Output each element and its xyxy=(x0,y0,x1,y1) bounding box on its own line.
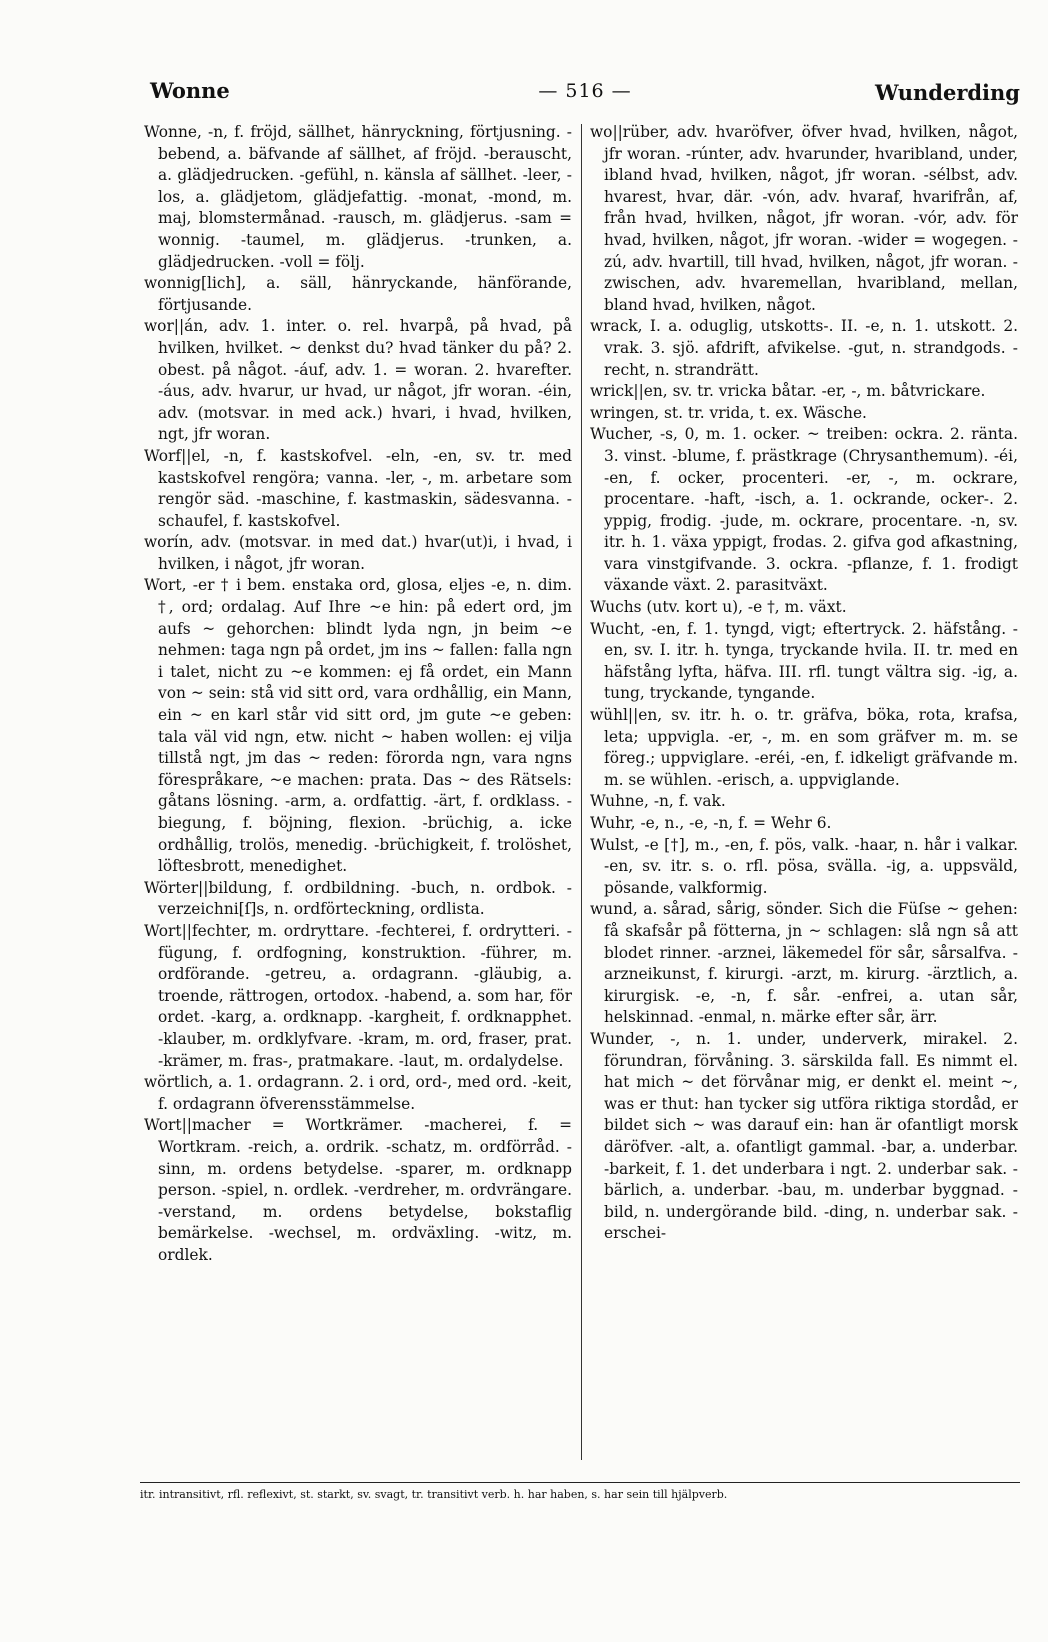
footnote-rule xyxy=(140,1482,1020,1483)
column-divider xyxy=(581,124,582,1460)
dictionary-entry: wühl||en, sv. itr. h. o. tr. gräfva, böka, rota, krafsa, leta; uppvigla. -er, -, m. en som gräfver m. m. se föreg.; uppviglare. -eréi, -en, f. idkeligt gräfvande m. m. se wühlen. -erisch, a. uppviglande. xyxy=(590,706,1018,789)
dictionary-entry: Wunder, -, n. 1. under, underverk, mirakel. 2. förundran, förvåning. 3. särskilda fall. Es nimmt el. hat mich ~ det förvånar mig, er denkt el. meint ~, was er thut: han tycker sig utföra riktiga stordåd, er bildet sich ~ was darauf ein: han är ofantligt morsk däröfver. -alt, a. ofantligt gammal. -bar, a. underbar. -barkeit, f. 1. det underbara i ngt. 2. underbar sak. -bärlich, a. underbar. -bau, m. underbar byggnad. -bild, n. undergörande bild. -ding, n. underbar sak. -erschei- xyxy=(590,1029,1018,1243)
dictionary-entry: wo||rüber, adv. hvaröfver, öfver hvad, hvilken, något, jfr woran. -rúnter, adv. hvarunder, hvaribland, under, ibland hvad, hvilken, något, jfr woran. -sélbst, adv. hvarest, hvar, där. -vón, adv. hvaraf, hvarifrån, af, från hvad, hvilken, något, jfr woran. -vór, adv. för hvad, hvilken, något, jfr woran. -wider = wogegen. -zú, adv. hvartill, till hvad, hvilken, något, jfr woran. -zwischen, adv. hvaremellan, hvaribland, mellan, bland hvad, hvilken, något. xyxy=(590,123,1018,314)
dictionary-entry: wringen, st. tr. vrida, t. ex. Wäsche. xyxy=(590,403,867,422)
header-left-guideword: Wonne xyxy=(150,78,230,103)
dictionary-entry: wrack, I. a. oduglig, utskotts-. II. -e, n. 1. utskott. 2. vrak. 3. sjö. afdrift, afvikelse. -gut, n. strandgods. -recht, n. strandrätt. xyxy=(590,317,1018,379)
dictionary-entry: wrick||en, sv. tr. vricka båtar. -er, -, m. båtvrickare. xyxy=(590,382,986,401)
dictionary-entry: Wonne, -n, f. fröjd, sällhet, hänryckning, förtjusning. -bebend, a. bäfvande af sällhet, af fröjd. -berauscht, a. glädjedrucken. -gefühl, n. känsla af sällhet. -leer, -los, a. glädjetom, glädjefattig. -monat, -mond, m. maj, blomstermånad. -rausch, m. glädjerus. -sam = wonnig. -taumel, m. glädjerus. -trunken, a. glädjedrucken. -voll = följ. xyxy=(144,123,572,271)
dictionary-entry: Wort||fechter, m. ordryttare. -fechterei, f. ordrytteri. -fügung, f. ordfogning, konstruktion. -führer, m. ordförande. -getreu, a. ordagrann. -gläubig, a. troende, rättrogen, ortodox. -habend, a. som har, för ordet. -karg, a. ordknapp. -kargheit, f. ordknapphet. -klauber, m. ordklyfvare. -kram, m. ord, fraser, prat. -krämer, m. fras-, pratmakare. -laut, m. ordalydelse. xyxy=(144,921,572,1070)
dictionary-entry: Wucht, -en, f. 1. tyngd, vigt; eftertryck. 2. häfstång. -en, sv. I. itr. h. tynga, tryckande hvila. II. tr. med en häfstång lyfta, häfva. III. rfl. tungt vältra sig. -ig, a. tung, tryckande, tyngande. xyxy=(590,619,1018,703)
page-number: — 516 — xyxy=(538,80,632,102)
dictionary-entry: wörtlich, a. 1. ordagrann. 2. i ord, ord-, med ord. -keit, f. ordagrann öfverensstämmelse. xyxy=(144,1073,572,1113)
dictionary-entry: Wort||macher = Wortkrämer. -macherei, f. = Wortkram. -reich, a. ordrik. -schatz, m. ordförråd. -sinn, m. ordens betydelse. -sparer, m. ordknapp person. -spiel, n. ordlek. -verdreher, m. ordvrängare. -verstand, m. ordens betydelse, bokstaflig bemärkelse. -wechsel, m. ordväxling. -witz, m. ordlek. xyxy=(144,1116,572,1264)
dictionary-entry: Wucher, -s, 0, m. 1. ocker. ~ treiben: ockra. 2. ränta. 3. vinst. -blume, f. prästkrage (Chrysanthemum). -éi, -en, f. ocker, procenteri. -er, -, m. ockrare, procentare. -haft, -isch, a. 1. ockrande, ocker-. 2. yppig, frodig. -jude, m. ockrare, procentare. -n, sv. itr. h. 1. växa yppigt, frodas. 2. gifva god afkastning, vara vinstgifvande. 3. ockra. -pflanze, f. 1. frodigt växande växt. 2. parasitväxt. xyxy=(590,425,1018,595)
dictionary-entry: wund, a. sårad, sårig, sönder. Sich die Füſse ~ gehen: få skafsår på fötterna, jn ~ schlagen: slå ngn så att blodet rinner. -arznei, läkemedel för sår, sårsalfva. -arzneikunst, f. kirurgi. -arzt, m. kirurg. -ärztlich, a. kirurgisk. -e, -n, f. sår. -enfrei, a. utan sår, helskinnad. -enmal, n. märke efter sår, ärr. xyxy=(590,900,1018,1027)
page-header xyxy=(150,78,1020,106)
abbreviation-footnote: itr. intransitivt, rfl. reflexivt, st. starkt, sv. svagt, tr. transitivt verb. h. har haben, s. har sein till hjälpverb. xyxy=(140,1488,728,1501)
dictionary-columns xyxy=(144,122,1020,1472)
dictionary-entry: worín, adv. (motsvar. in med dat.) hvar(ut)i, i hvad, i hvilken, i något, jfr woran. xyxy=(144,533,572,573)
dictionary-entry: Worf||el, -n, f. kastskofvel. -eln, -en, sv. tr. med kastskofvel rengöra; vanna. -ler, -, m. arbetare som rengör säd. -maschine, f. kastmaskin, sädesvanna. -schaufel, f. kastskofvel. xyxy=(144,446,572,530)
right-column xyxy=(590,122,1018,1462)
left-column xyxy=(144,122,572,1462)
dictionary-entry: Wuhne, -n, f. vak. xyxy=(590,792,726,811)
dictionary-entry: Wuchs (utv. kort u), -e †, m. växt. xyxy=(590,598,847,617)
dictionary-entry: wonnig[lich], a. säll, hänryckande, hänförande, förtjusande. xyxy=(144,274,572,314)
dictionary-entry: wor||án, adv. 1. inter. o. rel. hvarpå, på hvad, på hvilken, hvilket. ~ denkst du? hvad tänker du på? 2. obest. på något. -áuf, adv. 1. = woran. 2. hvarefter. -áus, adv. hvarur, ur hvad, ur något, jfr woran. -éin, adv. (motsvar. in med ack.) hvari, i hvad, hvilken, ngt, jfr woran. xyxy=(144,317,572,444)
dictionary-entry: Wuhr, -e, n., -e, -n, f. = Wehr 6. xyxy=(590,814,832,832)
header-right-guideword: Wunderding xyxy=(875,80,1020,105)
dictionary-entry: Wulst, -e [†], m., -en, f. pös, valk. -haar, n. hår i valkar. -en, sv. itr. s. o. rfl. pösa, svälla. -ig, a. uppsväld, pösande, valkformig. xyxy=(590,835,1018,897)
dictionary-entry: Wörter||bildung, f. ordbildning. -buch, n. ordbok. -verzeichni[ſ]s, n. ordförteckning, ordlista. xyxy=(144,878,572,919)
dictionary-entry: Wort, -er † i bem. enstaka ord, glosa, eljes -e, n. dim. †, ord; ordalag. Auf Ihre ~e hin: på edert ord, jm aufs ~ gehorchen: blindt lyda ngn, jn beim ~e nehmen: taga ngn på ordet, jm ins ~ fallen: falla ngn i talet, nicht zu ~e kommen: ej få ordet, ein Mann von ~ sein: stå vid sitt ord, vara ordhållig, ein Mann, ein ~ en karl står vid sitt ord, jm gute ~e geben: tala väl vid ngn, etw. nicht ~ haben wollen: ej vilja tillstå ngt, jm das ~ reden: förorda ngn, vara ngns förespråkare, ~e machen: prata. Das ~ des Rätsels: gåtans lösning. -arm, a. ordfattig. -ärt, f. ordklass. -biegung, f. böjning, flexion. -brüchig, a. icke ordhållig, trolös, menedig. -brüchigkeit, f. trolöshet, löftesbrott, menedighet. xyxy=(144,576,572,876)
